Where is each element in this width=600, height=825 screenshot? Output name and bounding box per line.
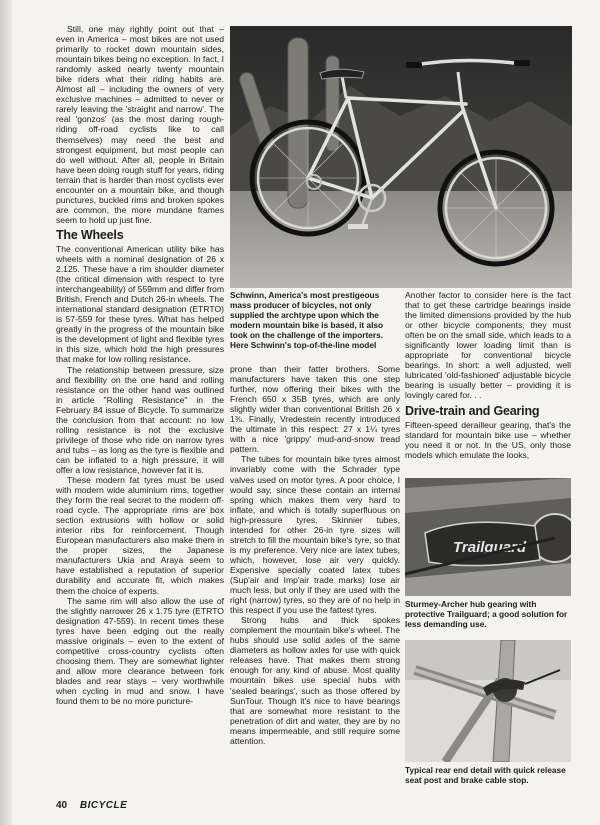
paragraph-drive-train: Fifteen-speed derailleur gearing, that's the standard for mountain bike use – whether you need it or not. In the US, only those models which emulate the looks, [405, 419, 571, 460]
magazine-name: BICYCLE [79, 800, 128, 811]
paragraph-prone: prone than their fatter brothers. Some manufacturers have taken this one step further, now offering their bikes with the French 650 x 35B tyres, which are only slightly wider than conventional British 26 x 1⅜. Finally, Vredestein recently introduced the ultimate in this respect: 27 x 1¼ tyres with a nice 'grippy' mud-and-snow tread pattern. [230, 364, 400, 455]
column-right [405, 290, 571, 460]
caption-rear: Typical rear end detail with quick release seat post and brake cable stop. [405, 765, 566, 785]
heading-drive-train: Drive-train and Gearing [405, 403, 540, 418]
heading-the-wheels: The Wheels [56, 227, 124, 242]
paragraph-wheels-4: The same rim will also allow the use of the slightly narrower 26 x 1.75 tyre (ETRTO designation 47-559). In recent times these tyres have been edging out the really massive originals – even to the extent of competitive cross-country cyclists often choosing them. They are somewhat lighter and allow more clearance between fork blades and rear stays – very worthwhile when cycling in mud and snow. I have found them to be no more puncture- [56, 595, 224, 707]
caption-schwinn: Schwinn, America's most prestigeous mass producer of bicycles, not only supplied the archtype upon which the modern mountain bike is based, it also took on the challenge of the importers. Here Schwinn's top-of-the-line model [230, 290, 384, 350]
hub-illustration [405, 478, 571, 596]
page-spine-shadow [0, 0, 12, 825]
column-middle [230, 290, 400, 746]
page-number: 40 [56, 800, 68, 811]
rear-illustration [405, 640, 571, 762]
photo-schwinn-mountain-bike [230, 26, 572, 288]
page-footer [56, 800, 127, 811]
paragraph-another-factor: Another factor to consider here is the fact that to get these cartridge bearings inside the limited dimensions provided by the hub or other bicycle components, they must often be on the small side, which leads to a significantly lower loading limit than is appropriate for conventional bicycle bearings. In short: a well adjusted, well lubricated 'old-fashioned' adjustable bicycle bearing is usually better – providing it is lovingly cared for. . . [405, 290, 571, 401]
paragraph-tubes: The tubes for mountain bike tyres almost invariably come with the Schrader type valves used on motor tyres. A poor choice, I would say, since these contain an internal spring which makes them very hard to inflate, and which is totally superfluous on high-pressure tyres. Skinnier tubes, intended for other 26-in tyre sizes will stretch to fill the mountain bike's tyre, so that is my preference. Very nice are latex tubes, which, however, lose air very quickly. Expensive specially coated latex tubes (Sup'air and Imp'air trade marks) lose air much less, but only if they are used with the right (narrow) tyres, so they are of no help in this respect if you use the fattest tyres. [230, 454, 400, 616]
trailguard-logo: Trailguard [453, 539, 527, 556]
column-left [56, 24, 224, 706]
paragraph-intro: Still, one may rightly point out that – even in America – most bikes are not used primarily to rocket down mountain sides, mountain bikes being no exception. In fact, I randomly asked nearly twenty mountain bike riders what their riding habits are. Almost all – including the owners of very exclusive machines – admitted to never or rarely leaving the 'straight and narrow'. The real 'gonzos' (as the most daring rough-riding off-road cyclists like to call themselves) may need the best and strongest equipment, but most people can do well without. After all, people in Britain have been doing rough stuff for years, riding terrain that is harder than most cyclists ever encounter on a mountain bike, and though punctures, buckled rims and broken spokes are common, the more mundane frames seem to hold up just fine. [56, 24, 225, 225]
paragraph-hubs: Strong hubs and thick spokes complement the mountain bike's wheel. The hubs should use solid axles of the same diameters as hollow axles for use with quick releases have. That makes them strong enough for any kind of abuse. Most quality mountain bikes use special hubs with 'sealed bearings', such as those offered by SunTour. Though it's nice to have bearings that are somewhat more resistant to the penetration of dirt and water, they are by no means impermeable, and still require some attention. [230, 615, 400, 746]
paragraph-wheels-1: The conventional American utility bike has wheels with a nominal designation of 26 x 2.125. These have a rim shoulder diameter (the critical dimension with respect to tyre interchangeability) of 559mm and differ from British, French and Dutch 26-in wheels. The international standard designation (ETRTO) is 57-559 for these tyres. What has helped greatly in the progress of the mountain bike is the development of light and flexible tyres in this size, which hold the high pressures that make for low rolling resistance. [56, 243, 224, 365]
paragraph-wheels-2: The relationship between pressure, size and flexibility on the one hand and rolling resistance on the other hand was outlined in article "Rolling Resistance" in the February 84 issue of Bicycle. To summarize the conclusion from that account: no low rolling resistance is not the exclusive privilege of those who ride on narrow tyres and tubs – as long as the tyre is flexible and can be inflated to a high pressure, it will offer a low resistance, however fat it is. [56, 364, 224, 475]
bike-illustration [230, 26, 572, 288]
paragraph-wheels-3: These modern fat tyres must be used with modern wide aluminium rims, together they form the real secret to the modern off-road cycle. The appropriate rims are box section extrusions with hollow or solid interior ribs for reinforcement. Though European manufacturers also make them in the proper sizes, the Japanese manufacturers Ukia and Araya seem to have established a reputation of superior durability and accurate fit, which makes them the choice of experts. [56, 475, 224, 596]
photo-sturmey-archer-hub [405, 478, 571, 596]
photo-rear-end-detail [405, 640, 571, 762]
caption-hub: Sturmey-Archer hub gearing with protective Trailguard; a good solution for less demanding use. [405, 599, 568, 629]
